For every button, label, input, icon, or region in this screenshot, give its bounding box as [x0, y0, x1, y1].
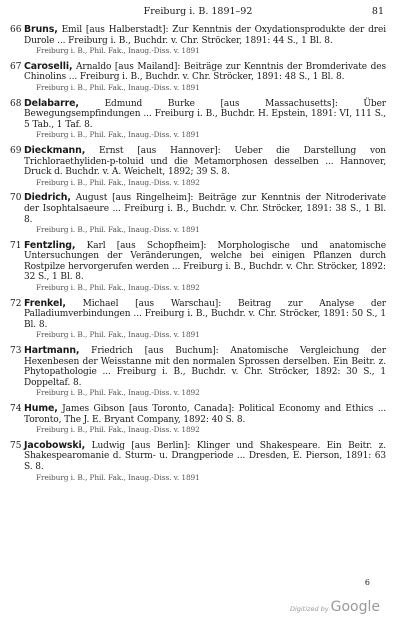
- list-item: [12, 99, 386, 140]
- entry-number: 73: [10, 346, 22, 357]
- entry-number: 66: [10, 25, 22, 35]
- list-item: [12, 346, 386, 398]
- entry-body: Edmund Burke [aus Massachusetts]: Über Bewegungsempfindungen ... Freiburg i. B., Buchdr. H. Epstein, 1891: VI, 111 S., 5 Tab., 1 Taf. 8.: [24, 98, 386, 130]
- dissertation-list: [12, 25, 386, 488]
- entry-body: Michael [aus Warschau]: Beitrag zur Analyse der Palladiumverbindungen ... Freiburg i. B., Buchdr. v. Chr. Ströcker, 1891: 50 S., 1 Bl. 8.: [24, 298, 386, 330]
- author-name: Jacobowski,: [24, 439, 86, 451]
- entry-text: [24, 25, 386, 55]
- watermark-by: Digitized by: [289, 605, 329, 613]
- author-name: Frenkel,: [24, 297, 66, 309]
- entry-text: [24, 62, 386, 92]
- author-name: Hume,: [24, 403, 58, 414]
- entry-note: Freiburg i. B., Phil. Fak., Inaug.-Diss. v. 1891: [36, 330, 200, 340]
- entry-text: [24, 193, 386, 234]
- entry-body: Emil [aus Halberstadt]: Zur Kenntnis der Oxydationsprodukte der drei Durole ... Freiburg i. B., Buchdr. v. Chr. Ströcker, 1891: 44 S., 1 Bl. 8.: [24, 25, 386, 46]
- list-item: [12, 441, 386, 482]
- page-number: 81: [371, 6, 384, 17]
- entry-text: [24, 146, 386, 187]
- list-item: [12, 25, 386, 55]
- list-item: [12, 299, 386, 340]
- entry-number: 70: [10, 193, 22, 204]
- entry-text: [24, 99, 386, 140]
- list-item: [12, 241, 386, 293]
- author-name: Hartmann,: [24, 345, 80, 357]
- author-name: Dieckmann,: [24, 144, 86, 156]
- entry-body: Friedrich [aus Buchum]: Anatomische Vergleichung der Hexenbesen der Weisstanne mit den normalen Sprossen derselben. Ein Beitr. z. Phytopathologie ... Freiburg i. B., Buchdr. v. Chr. Ströcker, 1892: 30 S., 1 Doppeltaf. 8.: [24, 346, 386, 388]
- entry-body: Ernst [aus Hannover]: Ueber die Darstellung von Trichloraethyliden-p-toluid und die Metamorphosen desselben ... Hannover, Druck d. Buchdr. v. A. Weichelt, 1892; 39 S. 8.: [24, 145, 386, 178]
- author-name: Diedrich,: [24, 192, 71, 204]
- entry-number: 75: [10, 440, 22, 451]
- entry-note: Freiburg i. B., Phil. Fak., Inaug.-Diss. v. 1891: [36, 82, 200, 92]
- entry-body: James Gibson [aus Toronto, Canada]: Political Economy and Ethics ... Toronto, The J. E. Bryant Company, 1892: 40 S. 8.: [24, 404, 386, 425]
- google-logo: Google: [330, 599, 380, 615]
- entry-note: Freiburg i. B., Phil. Fak., Inaug.-Diss. v. 1891: [36, 130, 200, 140]
- list-item: [12, 404, 386, 434]
- entry-number: 71: [10, 240, 22, 251]
- entry-text: [24, 241, 386, 293]
- header-title: Freiburg i. B. 1891–92: [143, 6, 253, 17]
- list-item: [12, 146, 386, 187]
- running-header: [12, 6, 384, 22]
- entry-note: Freiburg i. B., Phil. Fak., Inaug.-Diss. v. 1891: [36, 225, 200, 235]
- entry-note: Freiburg i. B., Phil. Fak., Inaug.-Diss. v. 1892: [36, 388, 200, 398]
- entry-text: [24, 299, 386, 340]
- list-item: [12, 62, 386, 92]
- entry-body: Karl [aus Schopfheim]: Morphologische und anatomische Untersuchungen der Veränderungen, welche bei einigen Pflanzen durch Rostpilze hervorgerufen werden ... Freiburg i. B., Buchdr. v. Chr. Ströcker, 1892: 32 S., 1 Bl. 8.: [24, 240, 386, 283]
- entry-note: Freiburg i. B., Phil. Fak., Inaug.-Diss. v. 1892: [36, 177, 200, 187]
- author-name: Bruns,: [24, 24, 58, 35]
- entry-text: [24, 346, 386, 398]
- entry-note: Freiburg i. B., Phil. Fak., Inaug.-Diss. v. 1892: [36, 425, 200, 435]
- entry-body: August [aus Ringelheim]: Beiträge zur Kenntnis der Nitroderivate der Isophtalsaeure ... Freiburg i. B., Buchdr. v. Chr. Ströcker, 1891: 38 S., 1 Bl. 8.: [24, 193, 386, 225]
- signature-mark: 6: [364, 578, 370, 587]
- entry-note: Freiburg i. B., Phil. Fak., Inaug.-Diss. v. 1892: [36, 283, 200, 293]
- entry-body: Ludwig [aus Berlin]: Klinger und Shakespeare. Ein Beitr. z. Shakespearomanie d. Sturm- u. Drangperiode ... Dresden, E. Pierson, 1891: 63 S. 8.: [24, 440, 386, 472]
- entry-number: 69: [10, 145, 22, 156]
- entry-note: Freiburg i. B., Phil. Fak., Inaug.-Diss. v. 1891: [36, 472, 200, 482]
- list-item: [12, 193, 386, 234]
- author-name: Delabarre,: [24, 97, 79, 109]
- entry-number: 74: [10, 404, 22, 414]
- entry-note: Freiburg i. B., Phil. Fak., Inaug.-Diss. v. 1891: [36, 46, 200, 56]
- entry-text: [24, 404, 386, 434]
- entry-number: 72: [10, 298, 22, 309]
- author-name: Caroselli,: [24, 60, 73, 72]
- entry-text: [24, 441, 386, 482]
- entry-number: 68: [10, 98, 22, 109]
- author-name: Fentzling,: [24, 239, 76, 251]
- entry-number: 67: [10, 61, 22, 72]
- entry-body: Arnaldo [aus Mailand]: Beiträge zur Kenntnis der Bromderivate des Chinolins ... Freiburg i. B., Buchdr. v. Chr. Ströcker, 1891: 48 S., 1 Bl. 8.: [24, 61, 386, 83]
- digitized-watermark: [290, 596, 380, 615]
